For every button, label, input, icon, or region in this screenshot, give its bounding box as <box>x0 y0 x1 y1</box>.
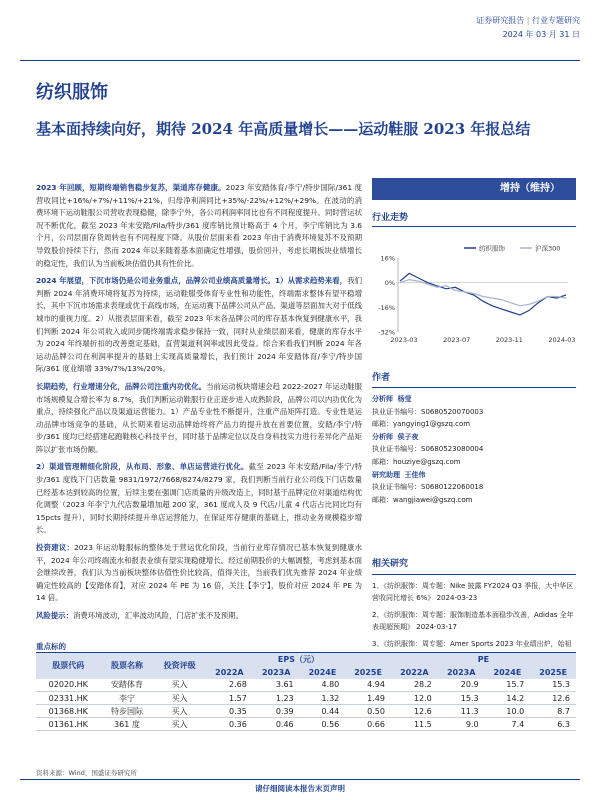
cell-eps: 0.39 <box>253 705 300 718</box>
cell-pe: 11.3 <box>438 705 485 718</box>
cell-pe: 12.6 <box>530 692 576 705</box>
cell-eps: 0.44 <box>300 705 346 718</box>
footer-disclaimer: 请仔细阅读本报告末页声明 <box>255 784 345 793</box>
paragraph-head: 风险提示： <box>36 611 73 620</box>
cell-pe: 15.7 <box>485 679 531 692</box>
table-row <box>36 718 576 731</box>
table-row <box>36 692 576 705</box>
x-tick-label: 2023-07 <box>443 336 471 344</box>
author-block <box>372 469 576 506</box>
header-year: 2022A <box>391 666 438 679</box>
rating-badge: 增持（维持） <box>372 178 576 200</box>
cell-pe: 15.3 <box>438 692 485 705</box>
table-row <box>36 679 576 692</box>
paragraph-head: 2024 年展望，下沉市场仍是公司业务重点，品牌公司业绩高质量增长。1）从需求趋势来看， <box>36 276 348 286</box>
related-date: 2024-03-23 <box>436 594 478 603</box>
related-title: 相关研究 <box>372 558 576 575</box>
header-pe: PE <box>391 653 576 666</box>
cell-eps: 4.94 <box>345 679 391 692</box>
paragraph-head: 2023 年回顾，短期终端销售稳步复苏，渠道库存健康。 <box>36 183 226 192</box>
cell-rating: 买入 <box>153 692 206 705</box>
cell-pe: 14.2 <box>485 692 531 705</box>
y-tick-label: -32% <box>378 328 395 337</box>
report-header <box>476 14 580 42</box>
header-year: 2023A <box>438 666 485 679</box>
report-title: 基本面持续向好，期待 2024 年高质量增长——运动鞋服 2023 年报总结 <box>36 120 531 138</box>
cell-name: 361 度 <box>101 718 154 731</box>
legend-label: 沪深300 <box>535 244 561 253</box>
related-text: 2、《纺织服饰：周专题：服饰制造基本面稳步改善，Adidas 全年表现超预期》 <box>372 610 574 632</box>
cell-eps: 1.49 <box>345 692 391 705</box>
cell-code: 02331.HK <box>36 692 101 705</box>
cell-eps: 0.46 <box>253 718 300 731</box>
source-note: 资料来源：Wind，国盛证券研究所 <box>36 769 137 777</box>
cell-pe: 20.9 <box>438 679 485 692</box>
cell-eps: 4.80 <box>300 679 346 692</box>
paragraph-text: 2023 年运动鞋服标的整体处于营运优化阶段，当前行业库存情况已基本恢复到健康水平，2024 年公司终端流水和报表业绩有望实现稳健增长。经过前期股价的大幅调整，考虑到基本面会继续改善，我们认为当前板块整体估值性价比较高，值得关注，当前我们优先推荐 2024 年业绩确定性较高的【安踏体育】，对应 2024 年 PE 为 16 倍，关注【李宁】，股价对应 2024 年 PE 为 14 倍。 <box>36 543 362 603</box>
summary-body <box>36 182 362 628</box>
cell-eps: 0.36 <box>206 718 253 731</box>
header-year: 2024E <box>485 666 531 679</box>
header-year: 2022A <box>206 666 253 679</box>
related-date: 2024-03-17 <box>416 623 457 632</box>
table-title: 重点标的 <box>36 642 66 651</box>
table-row <box>36 705 576 718</box>
y-tick-label: 16% <box>380 254 395 263</box>
cell-rating: 买入 <box>153 679 206 692</box>
paragraph-investment <box>36 542 362 605</box>
author-role: 分析师 <box>372 395 393 404</box>
header-eps: EPS（元） <box>206 653 391 666</box>
cell-pe: 28.2 <box>391 679 438 692</box>
cell-eps: 0.56 <box>300 718 346 731</box>
key-stocks-table <box>36 652 576 731</box>
cell-pe: 6.3 <box>530 718 576 731</box>
author-block <box>372 431 576 468</box>
series-line <box>400 273 566 315</box>
authors-title: 作者 <box>372 372 576 388</box>
related-research <box>372 558 576 667</box>
report-category: 行业专题研究 <box>532 16 580 25</box>
header-separator: | <box>526 16 530 25</box>
header-year: 2025E <box>345 666 391 679</box>
author-license: 执业证书编号：S0680520070003 <box>372 407 484 416</box>
related-item[interactable] <box>372 580 576 605</box>
authors-section <box>372 372 576 507</box>
trend-chart <box>372 240 576 352</box>
cell-eps: 2.68 <box>206 679 253 692</box>
author-email[interactable]: 邮箱：houziye@gszq.com <box>372 457 461 466</box>
paragraph-head: 长期趋势，行业增速分化，品牌公司注重内功优化。 <box>36 381 207 391</box>
author-role: 研究助理 <box>372 471 400 480</box>
cell-rating: 买入 <box>153 718 206 731</box>
x-tick-label: 2023-11 <box>495 336 523 344</box>
cell-code: 02020.HK <box>36 679 101 692</box>
paragraph-long-term <box>36 381 362 457</box>
header-year: 2024E <box>300 666 346 679</box>
cell-code: 01368.HK <box>36 705 101 718</box>
paragraph-channel <box>36 461 362 537</box>
header-rating: 投资评级 <box>153 653 206 679</box>
cell-eps: 1.32 <box>300 692 346 705</box>
paragraph-head: 投资建议： <box>36 543 75 553</box>
related-item[interactable] <box>372 609 576 634</box>
paragraph-text: 消费环境波动，汇率波动风险，门店扩张不及预期。 <box>72 611 243 620</box>
paragraph-text: 当前运动板块增速会趋 2022-2027 年运动鞋服市场规模复合增长率为 8.7%，我们判断运动鞋服行业正逐步进入成熟阶段，品牌公司以内功优化为重点，持续强化产品以及渠道运营能力。1）产品专业性不断提升，注重产品矩阵打造。专业性是运动品牌市场竞争的基础，从长期来看运动品牌始终将产品力的提升放在首要位置，安踏/李宁/特步/361 度均已经搭建起跑鞋核心科技平台，同时基于品牌定位以及自身科技实力进行差异化产品矩阵以扩张市场份额。 <box>36 381 363 454</box>
header-code: 股票代码 <box>36 653 101 679</box>
author-license: 执业证书编号：S0680523080004 <box>372 445 484 454</box>
cell-pe: 7.4 <box>485 718 531 731</box>
cell-eps: 0.35 <box>206 705 253 718</box>
cell-eps: 1.23 <box>253 692 300 705</box>
y-tick-label: -16% <box>378 303 395 312</box>
author-license: 执业证书编号：S0680122060018 <box>372 483 484 492</box>
trend-title: 行业走势 <box>372 210 576 227</box>
author-email[interactable]: 邮箱：wangjiawei@gszq.com <box>372 495 473 504</box>
cell-pe: 8.7 <box>530 705 576 718</box>
cell-pe: 11.5 <box>391 718 438 731</box>
author-name: 侯子夜 <box>397 433 419 442</box>
cell-name: 特步国际 <box>101 705 154 718</box>
paragraph-text: 我们判断 2024 年消费环境将复苏为持续，运动鞋服受体育专业性和功能性，终端需求整体有望平稳增长，其中下沉市场需求表现或优于高线市场，在运动赛下品牌公司从产品、渠道等层面加大对于低线城市的重视力度。2）从报表层面来看，截至 2023 年末各品牌公司的库存基本恢复到健康水平，我们判断 2024 年公司收入或同步随终端需求稳步保持一致，同时从业绩层面来看，健康的库存水平为 2024 年终端折扣的改善奠定基础，直营渠道利润率或因此受益。综合来看我们判断 2024 年各运动品牌公司在利润率提升的基础上实现高质量增长，我们预计 2024 年安踏体育/李宁/特步国际/361 度业绩增 33%/7%/13%/20%。 <box>36 276 362 374</box>
header-year: 2023A <box>253 666 300 679</box>
author-email[interactable]: 邮箱：yangying1@gszq.com <box>372 419 471 428</box>
x-tick-label: 2023-03 <box>390 336 418 344</box>
cell-pe: 10.0 <box>485 705 531 718</box>
paragraph-outlook <box>36 275 362 376</box>
paragraph-text: 2023 年安踏体育/李宁/特步国际/361 度营收同比+16%/+7%/+11%/+21%，归母净利润同比+35%/-22%/+12%/+29%。在波动的消费环境下运动鞋服公司营收表现稳健，除李宁外，各公司利润率同比也有不同程度提升。同时营运状况不断优化，截至 2023 年末安踏/Fila/特步/361 度库销比预计略高于 4 个月，李宁库销比为 3.6 个月，公司层面存货周转也有不同程度下降。从股价层面来看 2023 年由于消费环境复苏不及预期导致股价持续下行，然而 2024 年以来随着基本面确定性增强，股价回升，考虑长期板块业绩增长的稳定性，我们认为当前板块估值仍具有性价比。 <box>36 183 362 268</box>
y-tick-label: 0% <box>384 279 395 288</box>
cell-pe: 12.0 <box>391 692 438 705</box>
legend-label: 纺织服饰 <box>479 244 505 253</box>
cell-pe: 9.0 <box>438 718 485 731</box>
paragraph-text: 截至 2023 年末安踏/Fila/李宁/特步/361 度线下门店数量 9831/1972/7668/8274/8279 家，我们判断当前行业公司线下门店数量已经基本达到较高的位置，后续主要在强调门店质量的升级改造上，同时基于品牌定位对渠道结构优化调整（2023 年李宁九代店数量增加超 200 家，361 度成人及 9 代店/儿童 4 代店占比同比均有 15pcts 提升），同时长期持续提升单店运营能力，在保证库存健康的基础上，推动业务规模稳步增长。 <box>36 462 362 535</box>
sidebar <box>372 178 576 227</box>
cell-eps: 0.66 <box>345 718 391 731</box>
sector-title: 纺织服饰 <box>36 82 108 103</box>
author-role: 分析师 <box>372 433 393 442</box>
trend-chart-svg <box>372 240 576 352</box>
cell-eps: 3.61 <box>253 679 300 692</box>
cell-code: 01361.HK <box>36 718 101 731</box>
author-name: 王佳伟 <box>404 471 426 480</box>
header-year: 2025E <box>530 666 576 679</box>
related-text: 1、《纺织服饰：周专题：Nike 披露 FY2024 Q3 季报，大中华区营收同比增长 6%》 <box>372 581 574 603</box>
paragraph-review <box>36 182 362 270</box>
paragraph-head: 2）渠道管理精细化阶段，从布局、形象、单店运营进行优化。 <box>36 462 249 472</box>
cell-pe: 15.3 <box>530 679 576 692</box>
cell-pe: 12.6 <box>391 705 438 718</box>
related-text: 3、《纺织服饰：周专题：Amer Sports 2023 年业绩出炉，始祖 <box>372 639 572 648</box>
cell-name: 安踏体育 <box>101 679 154 692</box>
x-tick-label: 2024-03 <box>548 336 576 344</box>
cell-rating: 买入 <box>153 705 206 718</box>
paragraph-risk <box>36 610 362 623</box>
header-name: 股票名称 <box>101 653 154 679</box>
report-date: 2024 年 03 月 31 日 <box>502 30 580 39</box>
report-type: 证券研究报告 <box>476 16 525 25</box>
cell-eps: 0.50 <box>345 705 391 718</box>
cell-name: 李宁 <box>101 692 154 705</box>
cell-eps: 1.57 <box>206 692 253 705</box>
author-block <box>372 393 576 430</box>
footer-divider <box>20 779 580 780</box>
header-divider <box>20 60 580 61</box>
author-name: 杨莹 <box>397 395 412 404</box>
